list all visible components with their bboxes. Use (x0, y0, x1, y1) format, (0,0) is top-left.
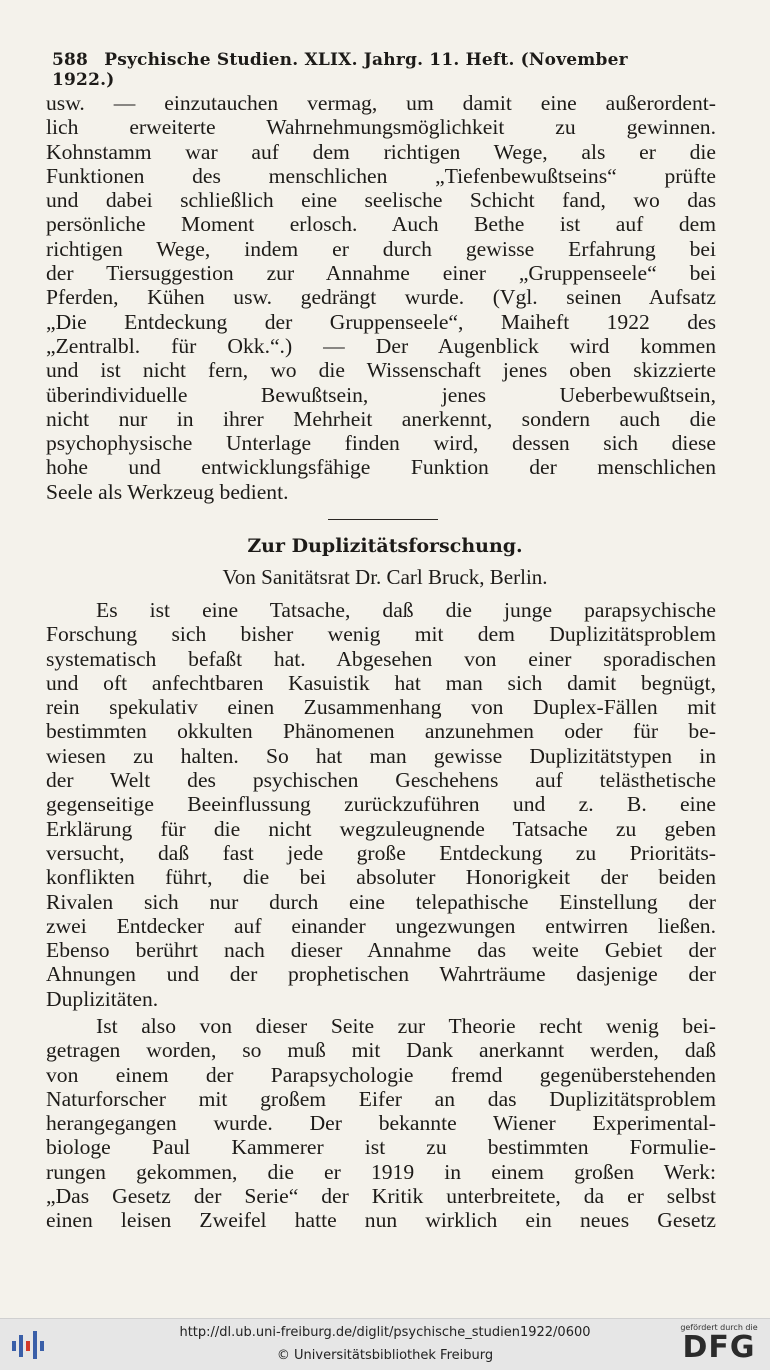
text-line: Pferden, Kühen usw. gedrängt wurde. (Vgl. seinen Aufsatz (46, 285, 716, 310)
text-line: Funktionen des menschlichen „Tiefenbewußtseins“ prüfte (46, 163, 716, 188)
text-line: Naturforscher mit großem Eifer an das Duplizitätsproblem (46, 1086, 716, 1111)
dfg-caption: gefördert durch die (680, 1323, 758, 1332)
text-line: Ahnungen und der prophetischen Wahrträume dasjenige der (46, 962, 716, 987)
text-line: überindividuelle Bewußtsein, jenes Ueberbewußtsein, (46, 382, 716, 407)
section-divider (328, 519, 438, 520)
text-line: wiesen zu halten. So hat man gewisse Duplizitätstypen in (46, 743, 716, 768)
permalink-url[interactable]: http://dl.ub.uni-freiburg.de/diglit/psychische_studien1922/0600 (179, 1325, 591, 1340)
text-line: persönliche Moment erlosch. Auch Bethe ist auf dem (46, 212, 716, 237)
copyright-notice: © Universitätsbibliothek Freiburg (276, 1348, 494, 1363)
paragraph-kammerer (46, 1014, 716, 1233)
library-footer (0, 1318, 770, 1370)
text-line: konflikten führt, die bei absoluter Honorigkeit der beiden (46, 865, 716, 890)
text-line: richtigen Wege, indem er durch gewisse Erfahrung bei (46, 236, 716, 261)
text-line: zwei Entdecker auf einander ungezwungen entwirren ließen. (46, 913, 716, 938)
text-line: systematisch befaßt hat. Abgesehen von einer sporadischen (46, 646, 716, 671)
text-line: „Das Gesetz der Serie“ der Kritik unterbreitete, da er selbst (46, 1184, 716, 1209)
article-byline: Von Sanitätsrat Dr. Carl Bruck, Berlin. (222, 565, 548, 589)
text-line: nicht nur in ihrer Mehrheit anerkennt, sondern auch die (46, 406, 716, 431)
text-line: Seele als Werkzeug bedient. (46, 479, 289, 504)
text-line: hohe und entwicklungsfähige Funktion der menschlichen (46, 455, 716, 480)
text-line: Kohnstamm war auf dem richtigen Wege, als er die (46, 139, 716, 164)
running-header (52, 50, 692, 90)
text-line: gegenseitige Beeinflussung zurückzuführen und z. B. eine (46, 792, 716, 817)
article-title: Zur Duplizitätsforschung. (247, 535, 523, 557)
text-line: „Die Entdeckung der Gruppenseele“, Maiheft 1922 des (46, 309, 716, 334)
text-line: Erklärung für die nicht wegzuleugnende Tatsache zu geben (46, 816, 716, 841)
text-line: Ist also von dieser Seite zur Theorie recht wenig bei- (96, 1014, 716, 1038)
text-line: bestimmten okkulten Phänomenen anzunehmen oder für be- (46, 719, 716, 744)
text-line: Duplizitäten. (46, 986, 159, 1011)
text-line: biologe Paul Kammerer ist zu bestimmten Formulie- (46, 1135, 716, 1160)
text-line: herangegangen wurde. Der bekannte Wiener Experimental- (46, 1111, 716, 1136)
text-line: versucht, daß fast jede große Entdeckung zu Prioritäts- (46, 840, 716, 865)
running-title: Psychische Studien. XLIX. Jahrg. 11. Heft. (November 1922.) (52, 50, 628, 90)
text-line: rungen gekommen, die er 1919 in einem großen Werk: (46, 1159, 716, 1184)
text-line: von einem der Parapsychologie fremd gegenüberstehenden (46, 1062, 716, 1087)
text-line: der Welt des psychischen Geschehens auf telästhetische (46, 768, 716, 793)
text-line: und dabei schließlich eine seelische Schicht fand, wo das (46, 188, 716, 213)
text-line: Es ist eine Tatsache, daß die junge parapsychische (96, 598, 716, 622)
text-line: lich erweiterte Wahrnehmungsmöglichkeit zu gewinnen. (46, 115, 716, 140)
page-number: 588 (52, 50, 89, 70)
text-line: usw. — einzutauchen vermag, um damit eine außerordent- (46, 91, 716, 115)
dfg-logo-text: DFG (682, 1330, 756, 1365)
text-line: der Tiersuggestion zur Annahme einer „Gruppenseele“ bei (46, 261, 716, 286)
text-line: rein spekulativ einen Zusammenhang von Duplex-Fällen mit (46, 695, 716, 720)
text-line: getragen worden, so muß mit Dank anerkannt werden, daß (46, 1038, 716, 1063)
paragraph-continuation (46, 91, 716, 504)
text-line: und oft anfechtbaren Kasuistik hat man sich damit begnügt, (46, 670, 716, 695)
text-line: und ist nicht fern, wo die Wissenschaft jenes oben skizzierte (46, 358, 716, 383)
text-line: „Zentralbl. für Okk.“.) — Der Augenblick wird kommen (46, 333, 716, 358)
text-line: psychophysische Unterlage finden wird, dessen sich diese (46, 431, 716, 456)
dfg-funding-logo (678, 1323, 760, 1364)
text-line: Rivalen sich nur durch eine telepathische Einstellung der (46, 889, 716, 914)
paragraph-intro (46, 598, 716, 1011)
text-line: einen leisen Zweifel hatte nun wirklich ein neues Gesetz (46, 1208, 716, 1233)
text-line: Ebenso berührt nach dieser Annahme das weite Gebiet der (46, 938, 716, 963)
text-line: Forschung sich bisher wenig mit dem Duplizitätsproblem (46, 622, 716, 647)
